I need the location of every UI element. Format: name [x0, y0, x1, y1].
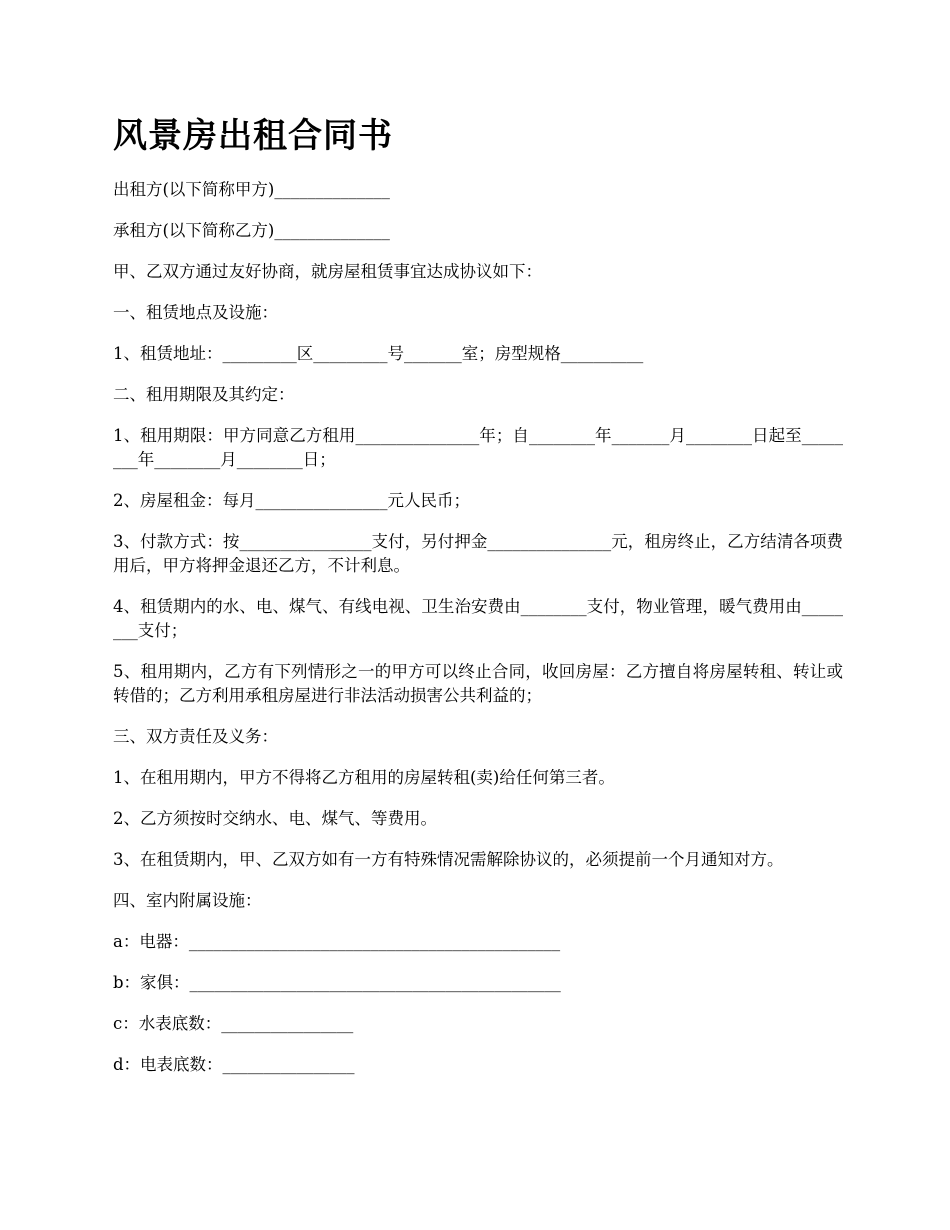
contract-document	[113, 112, 843, 1094]
lessee-line: 承租方(以下简称乙方)______________	[113, 221, 390, 240]
clause-utilities: 4、租赁期内的水、电、煤气、有线电视、卫生治安费由________支付，物业管理，暖气费用由________支付；	[113, 597, 843, 640]
section-heading-duties: 三、双方责任及义务：	[113, 727, 278, 746]
facility-appliances: a：电器：_____________________________________________	[113, 932, 561, 951]
clause-rent: 2、房屋租金：每月________________元人民币；	[113, 491, 470, 510]
clause-pay-fees: 2、乙方须按时交纳水、电、煤气、等费用。	[113, 809, 437, 828]
clause-termination: 5、租用期内，乙方有下列情形之一的甲方可以终止合同，收回房屋：乙方擅自将房屋转租、转让或转借的；乙方利用承租房屋进行非法活动损害公共利益的；	[113, 662, 843, 705]
document-title: 风景房出租合同书	[113, 116, 393, 156]
section-heading-facilities: 四、室内附属设施：	[113, 891, 262, 910]
section-heading-term: 二、租用期限及其约定：	[113, 385, 295, 404]
clause-lease-period: 1、租用期限：甲方同意乙方租用_______________年；自________年_______月________日起至________年________月________日；	[113, 426, 843, 469]
agreement-intro: 甲、乙双方通过友好协商，就房屋租赁事宜达成协议如下：	[113, 262, 542, 281]
lessor-line: 出租方(以下简称甲方)______________	[113, 180, 390, 199]
clause-no-sublet: 1、在租用期内，甲方不得将乙方租用的房屋转租(卖)给任何第三者。	[113, 768, 615, 787]
facility-furniture: b：家俱：_____________________________________________	[113, 973, 561, 992]
facility-electric-meter: d：电表底数：________________	[113, 1055, 355, 1074]
clause-payment: 3、付款方式：按________________支付，另付押金_______________元，租房终止，乙方结清各项费用后，甲方将押金退还乙方，不计利息。	[113, 532, 843, 575]
facility-water-meter: c：水表底数：________________	[113, 1014, 354, 1033]
clause-address: 1、租赁地址：_________区_________号_______室；房型规格__________	[113, 344, 644, 363]
clause-early-termination: 3、在租赁期内，甲、乙双方如有一方有特殊情况需解除协议的，必须提前一个月通知对方。	[113, 850, 784, 869]
section-heading-location: 一、租赁地点及设施：	[113, 303, 278, 322]
